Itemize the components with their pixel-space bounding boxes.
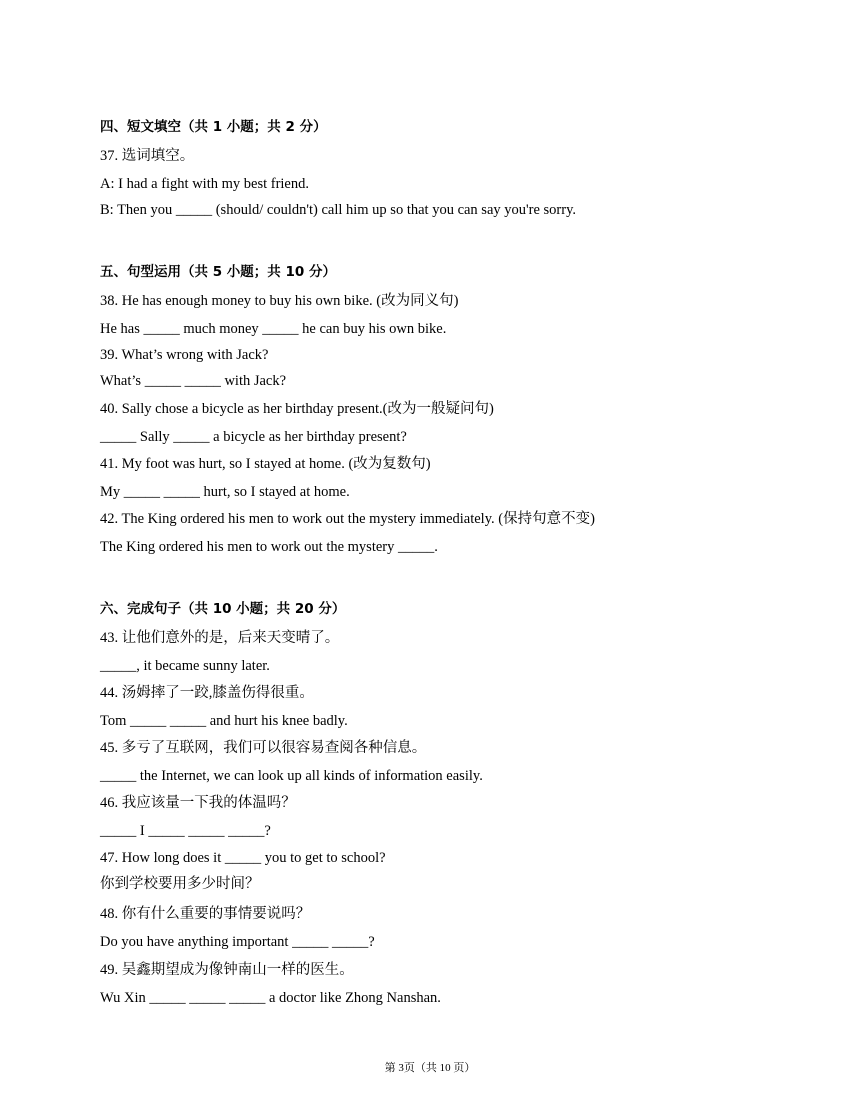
question-39: 39. What’s wrong with Jack?	[100, 347, 269, 363]
answer-39: What’s _____ _____ with Jack?	[100, 373, 287, 389]
question-43: 43. 让他们意外的是，后来天变晴了。	[100, 630, 340, 646]
question-42: 42. The King ordered his men to work out the mystery immediately. (保持句意不变)	[100, 511, 595, 527]
answer-41: My _____ _____ hurt, so I stayed at home.	[100, 484, 350, 500]
dialogue-line-b: B: Then you _____ (should/ couldn't) call him up so that you can say you're sorry.	[100, 202, 577, 218]
answer-45: _____ the Internet, we can look up all kinds of information easily.	[100, 768, 483, 784]
answer-42: The King ordered his men to work out the mystery _____.	[100, 539, 438, 555]
question-38: 38. He has enough money to buy his own bike. (改为同义句)	[100, 293, 459, 309]
answer-49: Wu Xin _____ _____ _____ a doctor like Zhong Nanshan.	[100, 990, 441, 1006]
question-48: 48. 你有什么重要的事情要说吗？	[100, 906, 311, 922]
section-heading-4: 四、短文填空（共 1 小题；共 2 分）	[100, 119, 327, 135]
question-49: 49. 吴鑫期望成为像钟南山一样的医生。	[100, 962, 354, 978]
question-47-translation: 你到学校要用多少时间？	[100, 876, 260, 892]
section-heading-6: 六、完成句子（共 10 小题；共 20 分）	[100, 601, 346, 617]
question-44: 44. 汤姆摔了一跤,膝盖伤得很重。	[100, 685, 314, 701]
question-47: 47. How long does it _____ you to get to school?	[100, 850, 386, 866]
answer-38: He has _____ much money _____ he can buy his own bike.	[100, 321, 447, 337]
question-41: 41. My foot was hurt, so I stayed at home. (改为复数句)	[100, 456, 431, 472]
question-40: 40. Sally chose a bicycle as her birthday present.(改为一般疑问句)	[100, 401, 494, 417]
page-number-footer: 第 3页（共 10 页）	[384, 1062, 476, 1074]
answer-40: _____ Sally _____ a bicycle as her birthday present?	[100, 429, 407, 445]
question-37-prompt: 37. 选词填空。	[100, 148, 195, 164]
answer-43: _____, it became sunny later.	[100, 658, 270, 674]
question-45: 45. 多亏了互联网，我们可以很容易查阅各种信息。	[100, 740, 427, 756]
answer-44: Tom _____ _____ and hurt his knee badly.	[100, 713, 348, 729]
answer-48: Do you have anything important _____ _____?	[100, 934, 375, 950]
dialogue-line-a: A: I had a fight with my best friend.	[100, 176, 309, 192]
question-46: 46. 我应该量一下我的体温吗？	[100, 795, 296, 811]
section-heading-5: 五、句型运用（共 5 小题；共 10 分）	[100, 264, 336, 280]
answer-46: _____ I _____ _____ _____?	[100, 823, 271, 839]
